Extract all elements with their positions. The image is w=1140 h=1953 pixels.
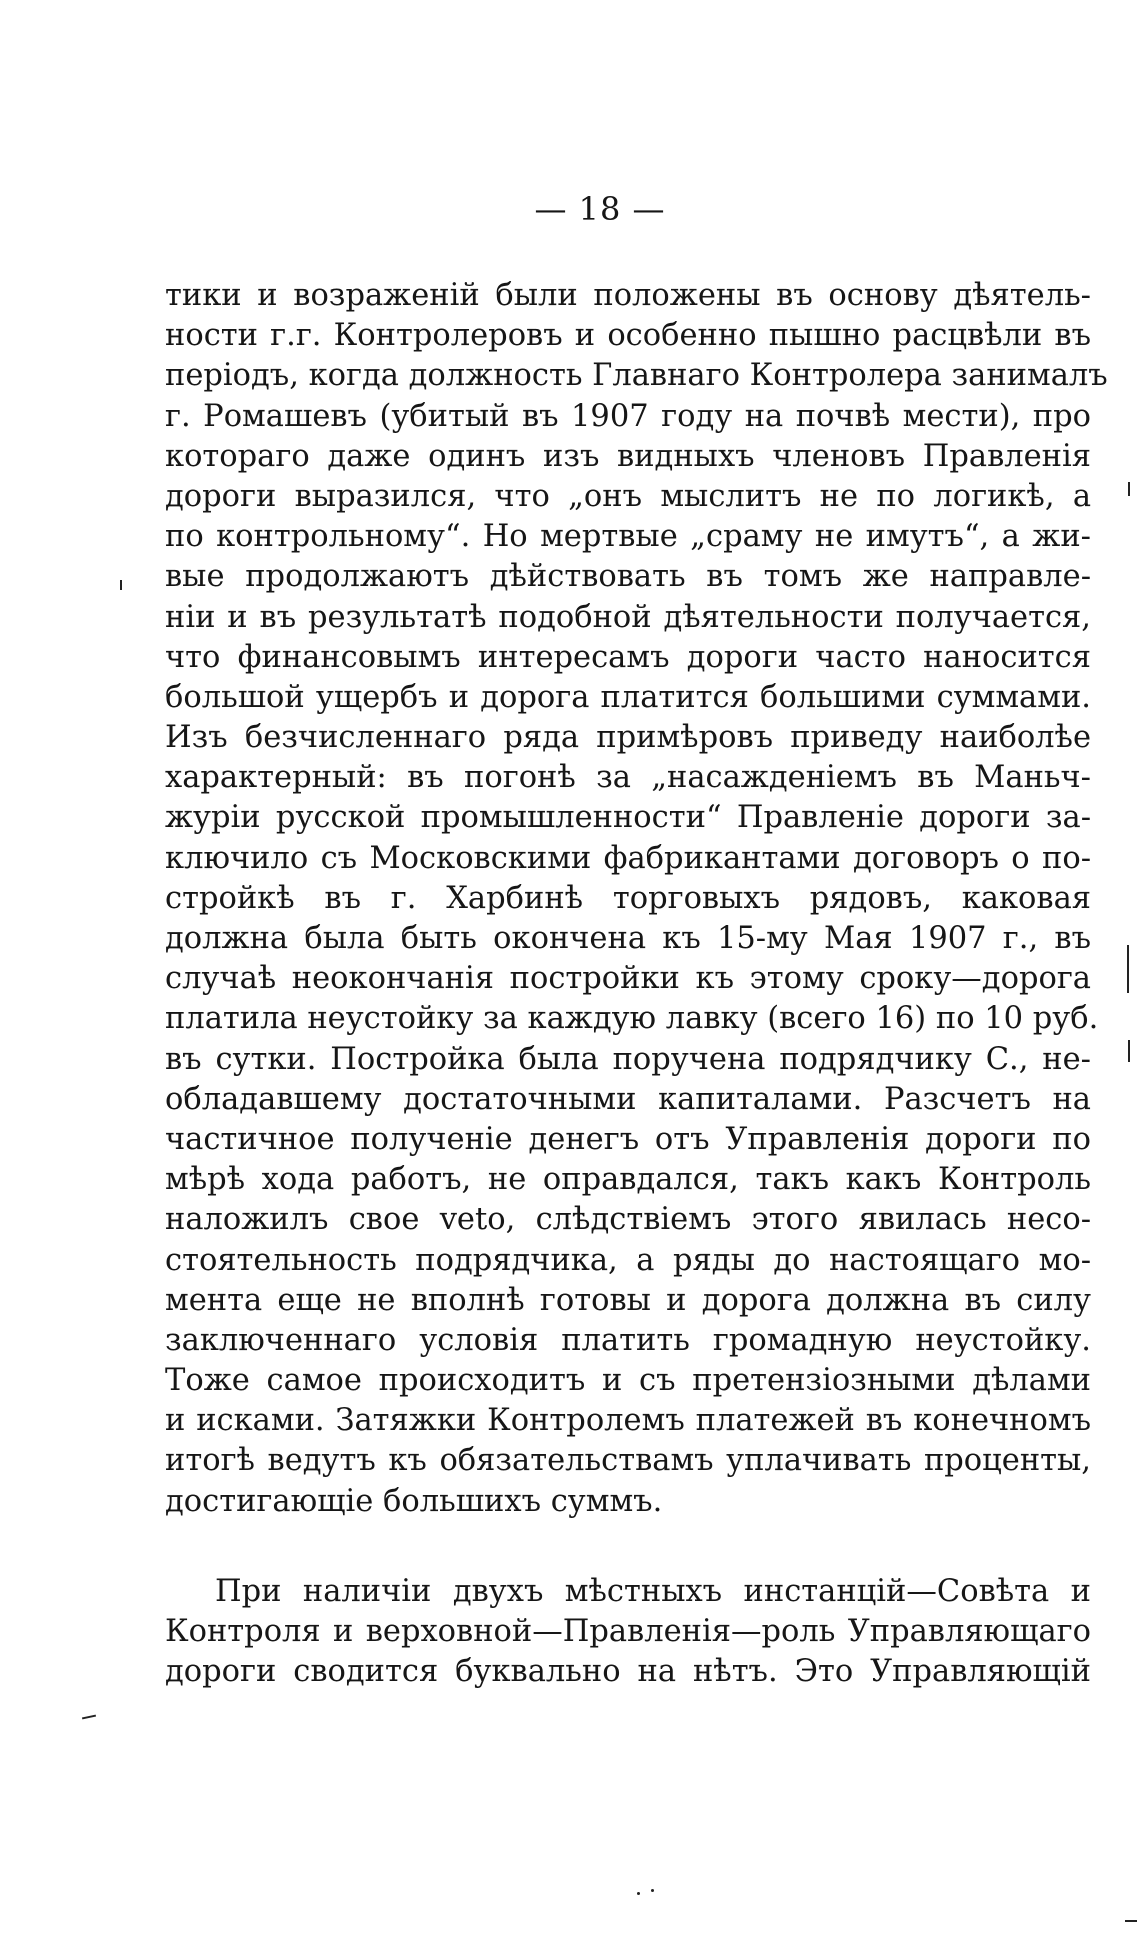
- text-line: въ сутки. Постройка была поручена подрядчику С., не-: [165, 1041, 1091, 1077]
- page-number: — 18 —: [534, 190, 666, 228]
- scan-speck: [1128, 482, 1130, 496]
- text-line: ности г.г. Контролеровъ и особенно пышно расцвѣли въ: [165, 318, 1091, 354]
- text-line: мѣрѣ хода работъ, не оправдался, такъ какъ Контроль: [165, 1162, 1091, 1198]
- scan-speck: [651, 1889, 654, 1892]
- scan-speck: [1125, 1920, 1137, 1922]
- text-line: періодъ, когда должность Главнаго Контролера занималъ: [165, 358, 1108, 394]
- text-line: Тоже самое происходитъ и съ претензіозными дѣлами: [165, 1363, 1091, 1399]
- text-line: достигающіе большихъ суммъ.: [165, 1483, 663, 1519]
- text-line: платила неустойку за каждую лавку (всего 16) по 10 руб.: [165, 1001, 1099, 1037]
- scan-speck: [82, 1715, 96, 1720]
- text-line: г. Ромашевъ (убитый въ 1907 году на почвѣ мести), про: [165, 398, 1091, 434]
- text-line: ключило съ Московскими фабрикантами договоръ о по-: [165, 840, 1091, 876]
- text-line: Контроля и верховной—Правленія—роль Управляющаго: [165, 1614, 1091, 1650]
- text-line: При наличіи двухъ мѣстныхъ инстанцій—Совѣта и: [215, 1574, 1091, 1609]
- text-line: вые продолжаютъ дѣйствовать въ томъ же направле-: [165, 559, 1091, 595]
- text-line: и исками. Затяжки Контролемъ платежей въ конечномъ: [165, 1403, 1091, 1439]
- text-line: дороги сводится буквально на нѣтъ. Это Управляющій: [165, 1654, 1091, 1690]
- text-line: Изъ безчисленнаго ряда примѣровъ приведу наиболѣе: [165, 720, 1091, 756]
- text-line: случаѣ неокончанія постройки къ этому сроку—дорога: [165, 961, 1091, 997]
- text-line: дороги выразился, что „онъ мыслитъ не по логикѣ, а: [165, 478, 1091, 514]
- paragraph-2: [165, 1572, 1091, 1693]
- text-line: обладавшему достаточными капиталами. Разсчетъ на: [165, 1081, 1091, 1117]
- text-line: итогѣ ведутъ къ обязательствамъ уплачивать проценты,: [165, 1443, 1091, 1479]
- scan-speck: [120, 580, 122, 590]
- text-line: мента еще не вполнѣ готовы и дорога должна въ силу: [165, 1282, 1091, 1318]
- scan-speck: [637, 1892, 640, 1895]
- text-line: тики и возраженій были положены въ основу дѣятель-: [165, 278, 1091, 313]
- scan-speck: [1128, 1040, 1130, 1062]
- scan-speck: [1127, 945, 1129, 993]
- paragraph-1: [165, 276, 1108, 1522]
- text-line: стройкѣ въ г. Харбинѣ торговыхъ рядовъ, каковая: [165, 880, 1091, 916]
- text-line: котораго даже одинъ изъ видныхъ членовъ Правленія: [165, 438, 1091, 474]
- text-line: что финансовымъ интересамъ дороги часто наносится: [165, 639, 1091, 675]
- text-line: характерный: въ погонѣ за „насажденіемъ въ Маньч-: [165, 760, 1091, 796]
- text-line: должна была быть окончена къ 15-му Мая 1907 г., въ: [165, 921, 1091, 956]
- text-line: по контрольному“. Но мертвые „сраму не имутъ“, а жи-: [165, 519, 1091, 555]
- text-line: заключеннаго условія платить громадную неустойку.: [165, 1322, 1091, 1358]
- text-line: ніи и въ результатѣ подобной дѣятельности получается,: [165, 599, 1091, 635]
- text-line: журіи русской промышленности“ Правленіе дороги за-: [165, 800, 1091, 836]
- text-line: наложилъ свое veto, слѣдствіемъ этого явилась несо-: [165, 1202, 1091, 1238]
- text-line: стоятельность подрядчика, а ряды до настоящаго мо-: [165, 1242, 1091, 1278]
- text-line: частичное полученіе денегъ отъ Управленія дороги по: [165, 1121, 1091, 1157]
- text-line: большой ущербъ и дорога платится большими суммами.: [165, 679, 1091, 715]
